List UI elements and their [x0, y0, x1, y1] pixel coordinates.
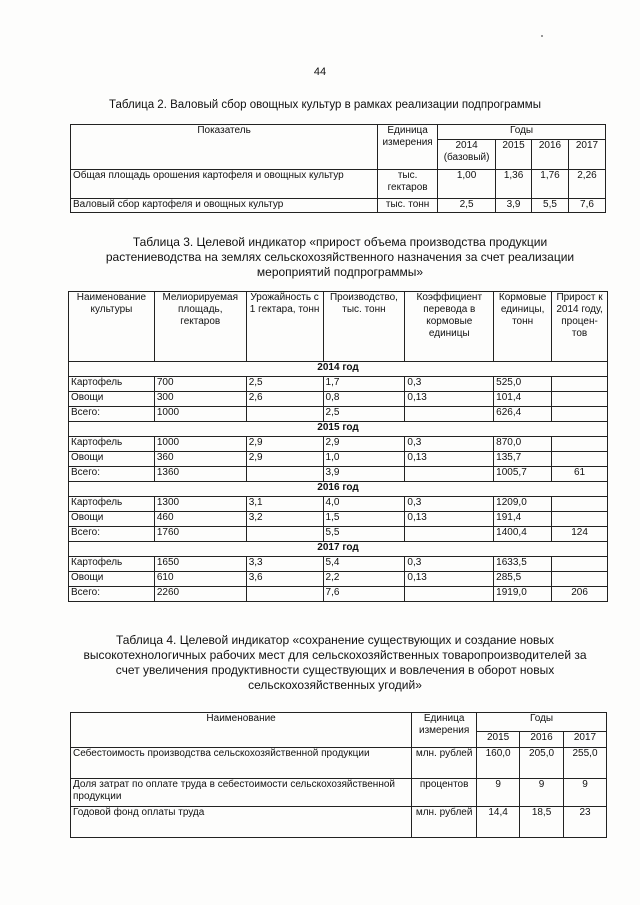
t4-header-unit: Единица измерения [412, 713, 477, 748]
t3-cell-feed-units: 1633,5 [494, 557, 552, 572]
t3-cell-yield: 2,6 [246, 392, 323, 407]
t2-cell: 1,36 [496, 170, 532, 199]
t3-cell-area: 360 [154, 452, 246, 467]
t3-cell-area: 1300 [154, 497, 246, 512]
t3-cell-crop: Всего: [69, 407, 155, 422]
year-group-label: 2015 год [69, 422, 608, 437]
t3-cell-feed-units: 101,4 [494, 392, 552, 407]
table-row [69, 377, 608, 392]
year-group-row [69, 422, 608, 437]
t4-cell: 23 [564, 807, 607, 838]
t3-cell-area: 2260 [154, 587, 246, 602]
t2-header-unit: Единица измерения [378, 125, 438, 170]
t3-cell-growth [552, 377, 608, 392]
t3-cell-yield: 2,5 [246, 377, 323, 392]
year-group-row [69, 482, 608, 497]
t3-cell-yield: 3,2 [246, 512, 323, 527]
t3-cell-production: 3,9 [323, 467, 405, 482]
t2-row-unit: тыс. тонн [378, 199, 438, 213]
table-row [69, 587, 608, 602]
t3-cell-production: 1,7 [323, 377, 405, 392]
t3-cell-yield [246, 467, 323, 482]
year-group-label: 2014 год [69, 362, 608, 377]
t4-row-unit: млн. рублей [412, 807, 477, 838]
table-row [71, 170, 606, 199]
t3-header-coefficient: Коэффициент перевода в кормовые единицы [405, 292, 494, 362]
t3-cell-yield [246, 407, 323, 422]
t3-cell-area: 460 [154, 512, 246, 527]
t3-cell-coefficient [405, 527, 494, 542]
t2-cell: 2,5 [438, 199, 496, 213]
t4-cell: 9 [520, 779, 564, 807]
t4-cell: 160,0 [477, 748, 520, 779]
table-row [71, 779, 607, 807]
t3-cell-coefficient: 0,13 [405, 452, 494, 467]
t3-cell-area: 300 [154, 392, 246, 407]
t3-cell-coefficient: 0,3 [405, 557, 494, 572]
t3-cell-feed-units: 1400,4 [494, 527, 552, 542]
t3-cell-growth [552, 572, 608, 587]
t3-header-area: Мелиорируемая площадь, гектаров [154, 292, 246, 362]
table3-title: Таблица 3. Целевой индикатор «прирост объема производства продукции растениеводства на землях сельскохозяйственного назначения за счет реализации мероприятий подпрограммы» [105, 235, 575, 279]
table-row [69, 437, 608, 452]
table2-title: Таблица 2. Валовый сбор овощных культур в рамках реализации подпрограммы [109, 99, 541, 111]
t3-cell-coefficient: 0,13 [405, 572, 494, 587]
t4-year-2015: 2015 [477, 732, 520, 748]
table3 [68, 291, 608, 602]
t3-cell-coefficient: 0,13 [405, 512, 494, 527]
table-row [71, 199, 606, 213]
t3-cell-feed-units: 525,0 [494, 377, 552, 392]
t3-cell-coefficient [405, 407, 494, 422]
t3-cell-coefficient: 0,13 [405, 392, 494, 407]
t3-cell-coefficient [405, 587, 494, 602]
t3-cell-area: 610 [154, 572, 246, 587]
year-group-label: 2016 год [69, 482, 608, 497]
t3-cell-feed-units: 1919,0 [494, 587, 552, 602]
t3-cell-production: 5,5 [323, 527, 405, 542]
t4-cell: 255,0 [564, 748, 607, 779]
t3-cell-growth [552, 512, 608, 527]
table-row [69, 467, 608, 482]
t4-row-name: Годовой фонд оплаты труда [71, 807, 412, 838]
table-row [69, 407, 608, 422]
table4 [70, 712, 607, 838]
t4-header-name: Наименование [71, 713, 412, 748]
t3-cell-crop: Картофель [69, 437, 155, 452]
t3-cell-growth [552, 557, 608, 572]
t2-year-2015: 2015 [496, 140, 532, 170]
t3-cell-growth [552, 452, 608, 467]
t3-header-yield: Урожайность с 1 гектара, тонн [246, 292, 323, 362]
year-group-row [69, 362, 608, 377]
year-group-row [69, 542, 608, 557]
t3-header-production: Производство, тыс. тонн [323, 292, 405, 362]
t4-cell: 18,5 [520, 807, 564, 838]
table-row [69, 527, 608, 542]
t3-cell-feed-units: 1005,7 [494, 467, 552, 482]
table2 [70, 124, 606, 213]
t2-year-2016: 2016 [532, 140, 569, 170]
table-row [71, 807, 607, 838]
year-group-label: 2017 год [69, 542, 608, 557]
table-row [69, 512, 608, 527]
t3-cell-production: 5,4 [323, 557, 405, 572]
t2-cell: 1,76 [532, 170, 569, 199]
t3-cell-growth: 61 [552, 467, 608, 482]
table-row [69, 497, 608, 512]
t3-cell-crop: Овощи [69, 392, 155, 407]
t3-cell-feed-units: 626,4 [494, 407, 552, 422]
t3-cell-growth: 124 [552, 527, 608, 542]
t3-cell-feed-units: 1209,0 [494, 497, 552, 512]
t3-cell-growth [552, 437, 608, 452]
t2-row-name: Валовый сбор картофеля и овощных культур [71, 199, 378, 213]
t3-cell-production: 1,0 [323, 452, 405, 467]
t3-cell-feed-units: 135,7 [494, 452, 552, 467]
t3-cell-production: 0,8 [323, 392, 405, 407]
table-row [71, 748, 607, 779]
t2-year-2017: 2017 [568, 140, 605, 170]
t4-row-name: Себестоимость производства сельскохозяйственной продукции [71, 748, 412, 779]
t3-cell-area: 700 [154, 377, 246, 392]
t3-cell-crop: Всего: [69, 467, 155, 482]
t4-cell: 205,0 [520, 748, 564, 779]
t3-header-crop: Наименование культуры [69, 292, 155, 362]
t3-cell-production: 1,5 [323, 512, 405, 527]
t3-cell-area: 1360 [154, 467, 246, 482]
t3-cell-crop: Всего: [69, 527, 155, 542]
t3-cell-yield: 3,3 [246, 557, 323, 572]
t3-cell-crop: Всего: [69, 587, 155, 602]
t2-header-years: Годы [438, 125, 606, 140]
t4-row-unit: процентов [412, 779, 477, 807]
t4-year-2017: 2017 [564, 732, 607, 748]
t3-cell-growth: 206 [552, 587, 608, 602]
t3-cell-production: 2,9 [323, 437, 405, 452]
t3-cell-growth [552, 407, 608, 422]
t2-cell: 7,6 [568, 199, 605, 213]
t3-cell-yield [246, 527, 323, 542]
t3-cell-yield: 2,9 [246, 437, 323, 452]
t4-header-years: Годы [477, 713, 607, 732]
t4-cell: 9 [477, 779, 520, 807]
t4-cell: 9 [564, 779, 607, 807]
t3-cell-crop: Картофель [69, 377, 155, 392]
t3-header-growth: Прирост к 2014 году, процен-тов [552, 292, 608, 362]
table-row [69, 572, 608, 587]
t3-cell-feed-units: 191,4 [494, 512, 552, 527]
t2-cell: 5,5 [532, 199, 569, 213]
t3-cell-area: 1760 [154, 527, 246, 542]
t3-cell-coefficient: 0,3 [405, 437, 494, 452]
t3-cell-yield: 2,9 [246, 452, 323, 467]
t3-cell-production: 4,0 [323, 497, 405, 512]
t3-cell-crop: Овощи [69, 572, 155, 587]
t4-row-name: Доля затрат по оплате труда в себестоимости сельскохозяйственной продукции [71, 779, 412, 807]
t2-cell: 1,00 [438, 170, 496, 199]
t3-cell-crop: Картофель [69, 557, 155, 572]
t3-cell-crop: Овощи [69, 512, 155, 527]
scan-speck [541, 35, 543, 37]
t3-cell-coefficient: 0,3 [405, 377, 494, 392]
t2-row-unit: тыс. гектаров [378, 170, 438, 199]
t2-year-2014: 2014 (базовый) [438, 140, 496, 170]
table-row [69, 392, 608, 407]
t3-header-feed-units: Кормовые единицы, тонн [494, 292, 552, 362]
t3-cell-coefficient [405, 467, 494, 482]
t3-cell-production: 7,6 [323, 587, 405, 602]
t3-cell-yield [246, 587, 323, 602]
t3-cell-growth [552, 497, 608, 512]
t4-year-2016: 2016 [520, 732, 564, 748]
t3-cell-crop: Картофель [69, 497, 155, 512]
t3-cell-production: 2,5 [323, 407, 405, 422]
t3-cell-area: 1000 [154, 437, 246, 452]
t2-cell: 3,9 [496, 199, 532, 213]
t4-cell: 14,4 [477, 807, 520, 838]
t3-cell-coefficient: 0,3 [405, 497, 494, 512]
table-row [69, 557, 608, 572]
t3-cell-area: 1000 [154, 407, 246, 422]
t3-cell-feed-units: 870,0 [494, 437, 552, 452]
t3-cell-production: 2,2 [323, 572, 405, 587]
t3-cell-crop: Овощи [69, 452, 155, 467]
table-row [69, 452, 608, 467]
t3-cell-feed-units: 285,5 [494, 572, 552, 587]
t3-cell-yield: 3,1 [246, 497, 323, 512]
page-number: 44 [313, 66, 327, 78]
t4-row-unit: млн. рублей [412, 748, 477, 779]
t3-cell-growth [552, 392, 608, 407]
t2-cell: 2,26 [568, 170, 605, 199]
t3-cell-yield: 3,6 [246, 572, 323, 587]
table4-title: Таблица 4. Целевой индикатор «сохранение существующих и создание новых высокотехнологичных рабочих мест для сельскохозяйственных товаропроизводителей за счет увеличения продуктивности существующих и вовлечения в оборот новых сельскохозяйственных угодий» [83, 633, 587, 692]
t3-cell-area: 1650 [154, 557, 246, 572]
t2-header-indicator: Показатель [71, 125, 378, 170]
t2-row-name: Общая площадь орошения картофеля и овощных культур [71, 170, 378, 199]
